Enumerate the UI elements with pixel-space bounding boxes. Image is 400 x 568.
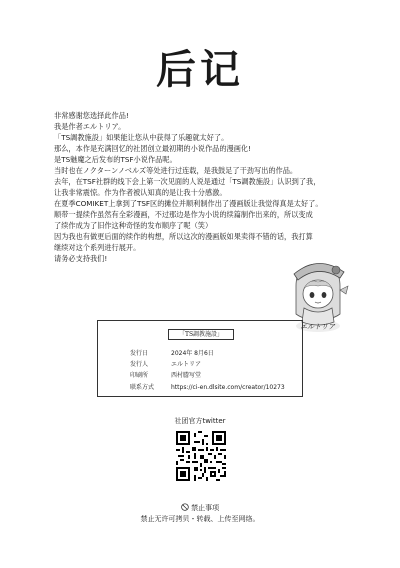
colophon-row-contact xyxy=(130,382,285,391)
colophon-contact-link[interactable]: https://ci-en.dlsite.com/creator/10273 xyxy=(171,384,285,391)
body-line: 「TS調教施設」如果能让您从中获得了乐趣就太好了。 xyxy=(54,133,229,142)
body-line: 了续作成为了旧作这种奇怪的发布顺序了呢（笑） xyxy=(54,221,213,230)
colophon-row-printer xyxy=(130,370,201,379)
body-line: 非常感谢您选择此作品! xyxy=(54,111,129,120)
colophon-key: 联系方式 xyxy=(130,384,155,391)
prohibited-icon: 🛇 xyxy=(180,503,190,512)
body-line: 让我非常震惊。作为作者被认知真的是让我十分感激。 xyxy=(54,188,227,197)
colophon-work-title: 「TS調教施設」 xyxy=(168,329,234,340)
qr-code-icon[interactable] xyxy=(176,431,226,481)
body-line: 我是作者エルトリア。 xyxy=(54,122,126,131)
body-line: 那么，本作是充满回忆的社团创立最初期的小说作品的漫画化! xyxy=(54,144,251,153)
colophon-value: エルトリア xyxy=(171,361,202,368)
colophon-value: 西村謄写堂 xyxy=(171,372,202,379)
colophon-key: 印刷所 xyxy=(130,372,149,379)
notice-title: 禁止事项 xyxy=(191,504,220,512)
twitter-label: 社团官方twitter xyxy=(174,417,226,425)
body-line: 去年，在TSF社群的线下会上第一次见面的人说是通过「TS調教施設」认识到了我， xyxy=(54,177,321,186)
author-signature: エルトリア xyxy=(300,323,335,331)
notice-body: 禁止无许可拷贝・转载、上传至网络。 xyxy=(140,515,260,523)
body-line: 继续对这个系列进行展开。 xyxy=(54,243,141,252)
colophon-row-release-date xyxy=(130,348,214,357)
body-line: 当时也在ノクターンノベルズ等处进行过连载，是我鼓足了干劲写出的作品。 xyxy=(54,166,298,175)
colophon-value: 2024年 8月6日 xyxy=(171,350,214,357)
afterword-body xyxy=(54,110,354,264)
colophon-row-publisher xyxy=(130,359,201,368)
body-line: 请务必支持我们! xyxy=(54,254,108,263)
colophon-key: 发行日 xyxy=(130,350,149,357)
body-line: 在夏季COMIKET上拿到了TSF区的摊位并顺利制作出了漫画版让我觉得真是太好了。 xyxy=(54,199,323,208)
colophon-box xyxy=(97,320,303,397)
body-line: 顺带一提续作虽然有全彩漫画，不过那边是作为小说的续篇制作出来的，所以变成 xyxy=(54,210,313,219)
body-line: 是TS魅魔之后发布的TSF小说作品呢。 xyxy=(54,155,177,164)
colophon-key: 发行人 xyxy=(130,361,149,368)
page-title: 后记 xyxy=(156,47,244,93)
body-line: 因为我也有做更后面的续作的构想，所以这次的漫画版如果卖得不错的话，我打算 xyxy=(54,232,313,241)
